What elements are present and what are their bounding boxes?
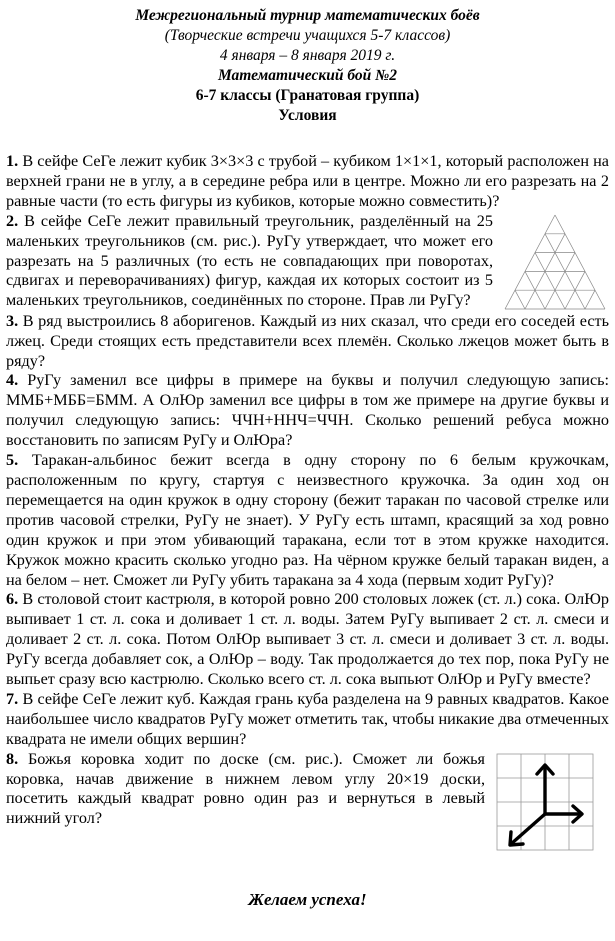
problem-number: 4.	[6, 371, 19, 390]
problem-number: 8.	[6, 749, 19, 768]
problem-2	[6, 212, 609, 312]
problem-3	[6, 312, 609, 372]
problem-text: Таракан-альбинос бежит всегда в одну сторону по 6 белым кружочкам, расположенным по кругу, стартуя с неизвестного кружочка. За один ход он перемещается на один кружок в одну сторону (бежит таракан по часовой стрелке или против часовой стрелки, РуГу не знает). У РуГу есть штамп, красящий за ход ровно один кружок и при этом убивающий таракана, если тот в этом кружке находится. Кружок можно красить сколько угодно раз. На чёрном кружке белый таракан виден, а на белом – нет. Сможет ли РуГу убить таракана за 4 хода (первым ходит РуГу)?	[6, 451, 609, 589]
problem-number: 5.	[6, 451, 19, 470]
header	[6, 6, 609, 126]
tournament-title: Межрегиональный турнир математических боёв	[135, 7, 480, 24]
problem-text: В сейфе СеГе лежит правильный треугольник, разделённый на 25 маленьких треугольников (см. рис.). РуГу утверждает, что может его разрезать на 5 различных (то есть не совпадающих при поворотах, сдвигах и переворачиваниях) фигур, каждая их которых состоит из 5 маленьких треугольников, соединённых по стороне. Прав ли РуГу?	[6, 211, 493, 310]
problem-number: 6.	[6, 590, 19, 609]
problem-text: В ряд выстроились 8 аборигенов. Каждый из них сказал, что среди его соседей есть лжец. Среди стоящих есть представители всех племён. Сколько лжецов может быть в ряду?	[6, 311, 610, 370]
problem-1	[6, 152, 609, 212]
problem-text: Божья коровка ходит по доске (см. рис.). Сможет ли божья коровка, начав движение в нижнем левом углу 20×19 доски, посетить каждый квадрат ровно один раз и вернуться в левый нижний угол?	[6, 749, 485, 828]
tournament-dates: 4 января – 8 января 2019 г.	[219, 47, 396, 64]
problem-number: 1.	[6, 152, 19, 170]
closing-wish: Желаем успеха!	[248, 889, 367, 909]
battle-title: Математический бой №2	[217, 67, 398, 84]
problems-list	[6, 152, 609, 852]
problem-text: РуГу заменил все цифры в примере на буквы и получил следующую запись: ММБ+МББ=БММ. А ОлЮр заменил все цифры в том же примере на другие буквы и получил следующую запись: ЧЧН+ННЧ=ЧЧН. Сколько решений ребуса можно восстановить по записям РуГу и ОлЮра?	[6, 371, 610, 450]
triangle-figure	[501, 212, 609, 312]
problem-4	[6, 371, 609, 451]
problem-number: 7.	[6, 689, 19, 708]
problem-number: 2.	[6, 211, 19, 230]
problem-7	[6, 690, 609, 750]
tournament-subtitle: (Творческие встречи учащихся 5-7 классов)	[164, 27, 451, 44]
conditions-title: Условия	[278, 107, 337, 124]
problem-number: 3.	[6, 311, 19, 330]
problem-6	[6, 590, 609, 690]
problem-text: В столовой стоит кастрюля, в которой ровно 200 столовых ложек (ст. л.) сока. ОлЮр выпивает 1 ст. л. сока и доливает 1 ст. л. воды. Затем РуГу выпивает 2 ст. л. смеси и доливает 2 ст. л. сока. Потом ОлЮр выпивает 3 ст. л. смеси и доливает 3 ст. л. воды. РуГу всегда добавляет сок, а ОлЮр – воду. Так продолжается до тех пор, пока РуГу не выпьет сразу всю кастрюлю. Сколько всего ст. л. сока выпьют ОлЮр и РуГу вместе?	[6, 590, 609, 689]
problem-8	[6, 750, 609, 830]
problem-text: В сейфе СеГе лежит кубик 3×3×3 с трубой – кубиком 1×1×1, который расположен на верхней грани не в углу, а в середине ребра или в центре. Можно ли его разрезать на 2 равные части (то есть фигуры из кубиков, которые можно совместить)?	[6, 152, 609, 210]
problem-text: В сейфе СеГе лежит куб. Каждая грань куба разделена на 9 равных квадратов. Какое наибольшее число квадратов РуГу может отметить так, чтобы никакие два отмеченных квадрата не имели общих вершин?	[6, 689, 609, 748]
problem-5	[6, 451, 609, 590]
group-title: 6-7 классы (Гранатовая группа)	[195, 87, 420, 104]
ladybug-moves-figure	[495, 752, 595, 852]
